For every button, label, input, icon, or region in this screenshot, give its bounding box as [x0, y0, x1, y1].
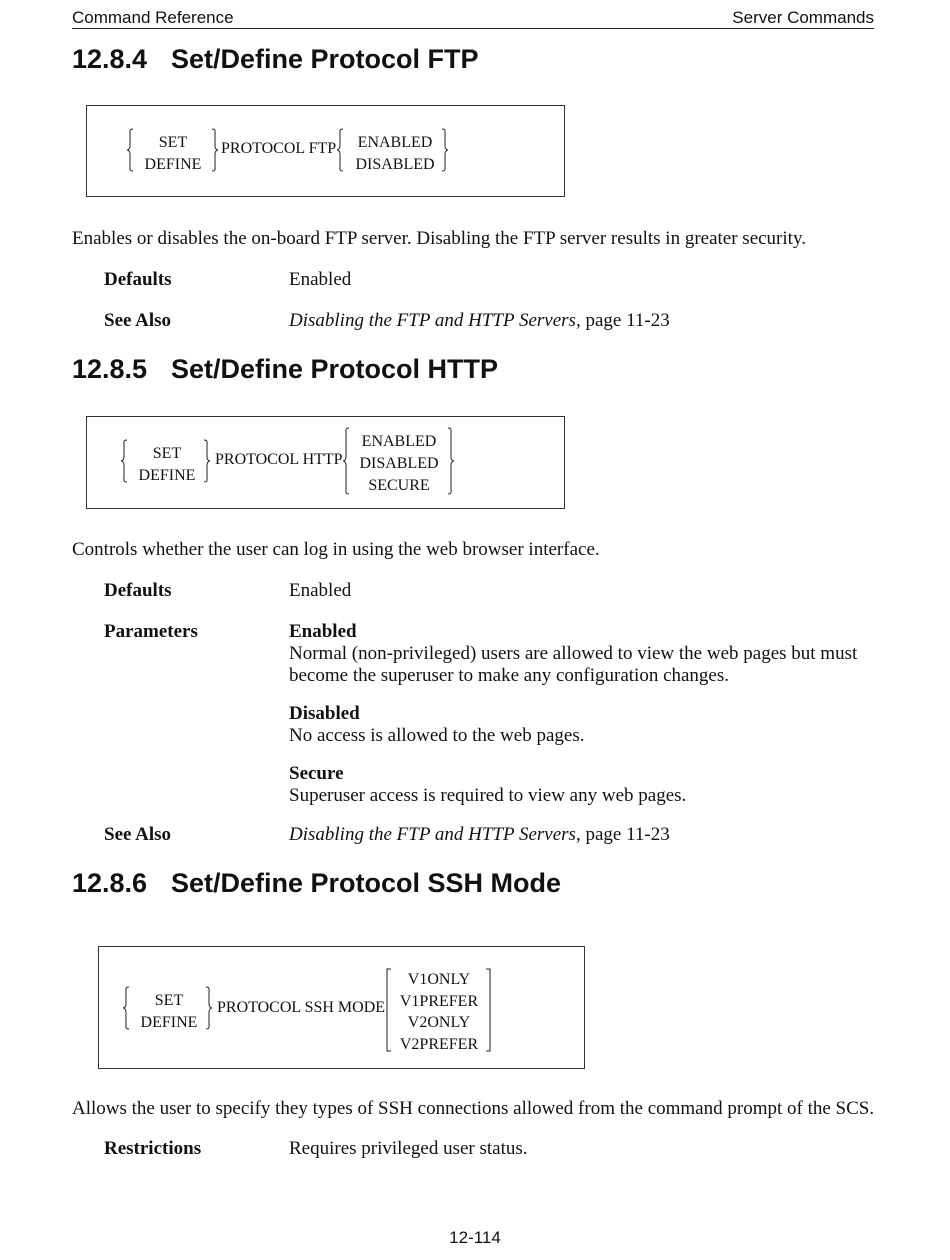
verb-define: DEFINE — [144, 156, 202, 173]
option-secure: SECURE — [368, 477, 430, 494]
see-also-link[interactable]: Disabling the FTP and HTTP Servers — [289, 310, 576, 331]
page-number: 12-114 — [449, 1228, 501, 1247]
right-brace-icon — [203, 439, 211, 483]
right-brace-icon — [441, 128, 449, 172]
right-brace-icon — [205, 986, 213, 1030]
verb-list — [139, 132, 207, 176]
syntax-box-http — [86, 416, 565, 509]
verb-set: SET — [158, 134, 188, 151]
section-description: Enables or disables the on-board FTP server. Disabling the FTP server results in greater security. — [72, 228, 806, 249]
parameters-label: Parameters — [104, 621, 198, 642]
option-v1prefer: V1PREFER — [399, 992, 479, 1010]
section-title: Set/Define Protocol SSH Mode — [171, 868, 562, 898]
verb-define: DEFINE — [138, 467, 196, 484]
left-brace-icon — [123, 986, 131, 1030]
section-heading-ftp — [72, 44, 479, 75]
page-header — [72, 8, 874, 29]
section-description: Controls whether the user can log in using the web browser interface. — [72, 539, 600, 560]
option-enabled: ENABLED — [361, 433, 437, 450]
option-disabled: DISABLED — [359, 455, 439, 472]
verb-list — [135, 990, 203, 1034]
left-brace-icon — [121, 439, 129, 483]
right-brace-icon — [447, 427, 455, 495]
section-number: 12.8.4 — [72, 44, 148, 74]
parameter-name: Disabled — [289, 703, 360, 724]
syntax-box-ftp — [86, 105, 565, 197]
see-also-page: , page 11-23 — [575, 824, 670, 845]
syntax-keyword: PROTOCOL SSH MODE — [217, 999, 386, 1016]
parameter-desc: Superuser access is required to view any web pages. — [289, 785, 687, 806]
see-also-value — [289, 824, 670, 846]
defaults-value: Enabled — [289, 269, 352, 290]
section-heading-http — [72, 354, 498, 385]
parameter-desc: No access is allowed to the web pages. — [289, 725, 585, 746]
see-also-value — [289, 310, 670, 332]
section-number: 12.8.6 — [72, 868, 148, 898]
option-v1only: V1ONLY — [407, 971, 471, 988]
header-left: Command Reference — [72, 8, 234, 27]
option-list — [353, 431, 445, 497]
section-heading-ssh — [72, 868, 561, 899]
option-v2only: V2ONLY — [407, 1014, 471, 1031]
syntax-box-ssh — [98, 946, 585, 1069]
defaults-label: Defaults — [104, 580, 172, 601]
defaults-label: Defaults — [104, 269, 172, 290]
see-also-label: See Also — [104, 310, 172, 331]
section-number: 12.8.5 — [72, 354, 148, 384]
verb-set: SET — [152, 445, 182, 462]
see-also-label: See Also — [104, 824, 172, 845]
option-list — [349, 132, 441, 176]
parameter-name: Enabled — [289, 621, 357, 642]
section-title: Set/Define Protocol HTTP — [171, 354, 499, 384]
parameter-name: Secure — [289, 763, 344, 784]
see-also-page: , page 11-23 — [575, 310, 670, 331]
verb-define: DEFINE — [140, 1014, 198, 1031]
parameter-disabled — [289, 703, 584, 747]
parameter-enabled — [289, 621, 857, 687]
left-square-bracket-icon — [385, 968, 393, 1052]
left-brace-icon — [343, 427, 351, 495]
syntax-keyword: PROTOCOL FTP — [221, 140, 337, 157]
parameter-desc: Normal (non-privileged) users are allowed to view the web pages but must — [289, 643, 858, 664]
section-title: Set/Define Protocol FTP — [171, 44, 479, 74]
option-enabled: ENABLED — [357, 134, 433, 151]
section-description: Allows the user to specify they types of SSH connections allowed from the command prompt of the SCS. — [72, 1098, 875, 1119]
right-brace-icon — [211, 128, 219, 172]
option-disabled: DISABLED — [355, 156, 435, 173]
syntax-keyword: PROTOCOL HTTP — [215, 451, 343, 468]
restrictions-value: Requires privileged user status. — [289, 1138, 528, 1159]
left-brace-icon — [337, 128, 345, 172]
option-v2prefer: V2PREFER — [399, 1035, 479, 1053]
header-right: Server Commands — [732, 8, 874, 27]
see-also-link[interactable]: Disabling the FTP and HTTP Servers — [289, 824, 576, 845]
right-square-bracket-icon — [485, 968, 493, 1052]
option-list — [393, 969, 485, 1055]
parameter-desc: become the superuser to make any configuration changes. — [289, 665, 730, 686]
defaults-value: Enabled — [289, 580, 352, 601]
verb-set: SET — [154, 992, 184, 1009]
restrictions-label: Restrictions — [104, 1138, 202, 1159]
verb-list — [133, 443, 201, 487]
parameter-secure — [289, 763, 686, 807]
left-brace-icon — [127, 128, 135, 172]
